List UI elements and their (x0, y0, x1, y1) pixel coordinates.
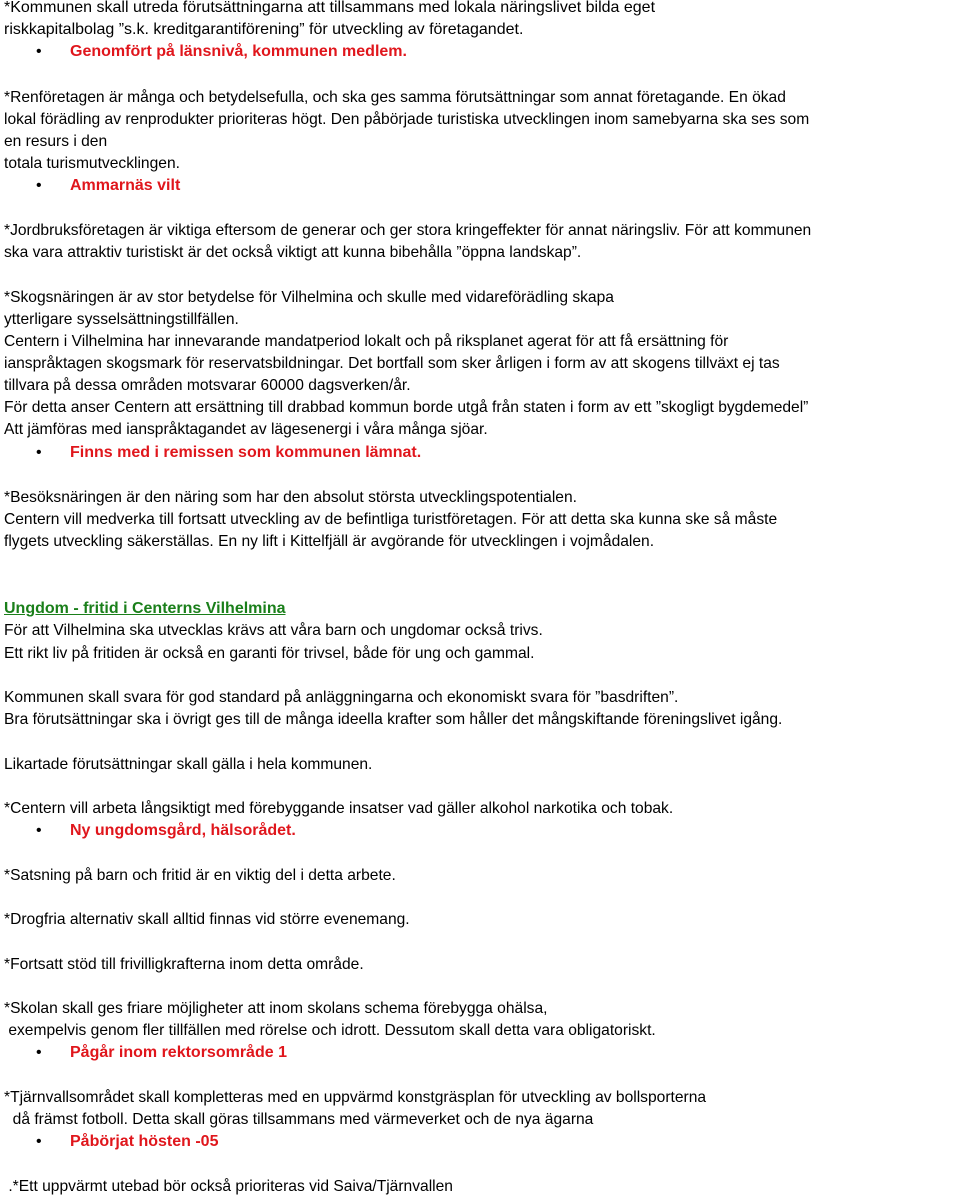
paragraph-line: *Tjärnvallsområdet skall kompletteras med en uppvärmd konstgräsplan för utveckling av bollsporterna (4, 1089, 707, 1106)
paragraph-line: lokal förädling av renprodukter prioriteras högt. Den påbörjade turistiska utvecklingen inom samebyarna ska ses som (4, 111, 810, 128)
section-heading: Ungdom - fritid i Centerns Vilhelmina (4, 600, 286, 617)
paragraph-line: *Drogfria alternativ skall alltid finnas vid större evenemang. (4, 911, 410, 928)
paragraph-line: totala turismutvecklingen. (4, 155, 180, 172)
paragraph-line: ianspråktagen skogsmark för reservatsbildningar. Det bortfall som sker årligen i form av att skogens tillväxt ej tas (4, 355, 780, 372)
paragraph-line: Bra förutsättningar ska i övrigt ges till de många ideella krafter som håller det mångskiftande föreningslivet igång. (4, 711, 783, 728)
paragraph-line: För att Vilhelmina ska utvecklas krävs att våra barn och ungdomar också trivs. (4, 622, 543, 639)
paragraph-line: en resurs i den (4, 133, 108, 150)
paragraph-line: *Kommunen skall utreda förutsättningarna att tillsammans med lokala näringslivet bilda eget (4, 0, 656, 16)
paragraph-line: .*Ett uppvärmt utebad bör också prioriteras vid Saiva/Tjärnvallen (4, 1178, 453, 1195)
paragraph-line: *Fortsatt stöd till frivilligkrafterna inom detta område. (4, 956, 364, 973)
paragraph-line: *Centern vill arbeta långsiktigt med förebyggande insatser vad gäller alkohol narkotika och tobak. (4, 800, 674, 817)
status-note: Ny ungdomsgård, hälsorådet. (70, 822, 296, 839)
paragraph-line: ska vara attraktiv turistiskt är det också viktigt att kunna bibehålla ”öppna landskap”. (4, 244, 582, 261)
paragraph-line: Att jämföras med ianspråktagandet av lägesenergi i våra många sjöar. (4, 421, 488, 438)
paragraph-line: ytterligare sysselsättningstillfällen. (4, 311, 239, 328)
paragraph-line: *Jordbruksföretagen är viktiga eftersom de generar och ger stora kringeffekter för annat näringsliv. För att kommunen (4, 222, 812, 239)
paragraph-line: För detta anser Centern att ersättning till drabbad kommun borde utgå från staten i form av ett ”skogligt bygdemedel” (4, 399, 809, 416)
status-note: Finns med i remissen som kommunen lämnat. (70, 444, 422, 461)
bullet-icon: • (36, 177, 42, 194)
paragraph-line: Ett rikt liv på fritiden är också en garanti för trivsel, både för ung och gammal. (4, 645, 535, 662)
paragraph-line: flygets utveckling säkerställas. En ny lift i Kittelfjäll är avgörande för utvecklingen i vojmådalen. (4, 533, 655, 550)
bullet-icon: • (36, 1133, 42, 1150)
paragraph-line: *Satsning på barn och fritid är en viktig del i detta arbete. (4, 867, 396, 884)
paragraph-line: *Renföretagen är många och betydelsefulla, och ska ges samma förutsättningar som annat företagande. En ökad (4, 89, 786, 106)
bullet-icon: • (36, 1044, 42, 1061)
status-note: Pågår inom rektorsområde 1 (70, 1044, 287, 1061)
paragraph-line: Likartade förutsättningar skall gälla i hela kommunen. (4, 756, 373, 773)
paragraph-line: *Skogsnäringen är av stor betydelse för Vilhelmina och skulle med vidareförädling skapa (4, 289, 614, 306)
paragraph-line: Centern vill medverka till fortsatt utveckling av de befintliga turistföretagen. För att detta ska kunna ske så måste (4, 511, 778, 528)
paragraph-line: riskkapitalbolag ”s.k. kreditgarantiförening” för utveckling av företagandet. (4, 21, 524, 38)
bullet-icon: • (36, 444, 42, 461)
status-note: Påbörjat hösten -05 (70, 1133, 219, 1150)
paragraph-line: Centern i Vilhelmina har innevarande mandatperiod lokalt och på riksplanet agerat för att få ersättning för (4, 333, 729, 350)
paragraph-line: då främst fotboll. Detta skall göras tillsammans med värmeverket och de nya ägarna (4, 1111, 594, 1128)
status-note: Ammarnäs vilt (70, 177, 181, 194)
bullet-icon: • (36, 822, 42, 839)
status-note: Genomfört på länsnivå, kommunen medlem. (70, 43, 407, 60)
paragraph-line: Kommunen skall svara för god standard på anläggningarna och ekonomiskt svara för ”basdriften”. (4, 689, 679, 706)
paragraph-line: *Skolan skall ges friare möjligheter att inom skolans schema förebygga ohälsa, (4, 1000, 548, 1017)
paragraph-line: *Besöksnäringen är den näring som har den absolut största utvecklingspotentialen. (4, 489, 577, 506)
bullet-icon: • (36, 43, 42, 60)
paragraph-line: exempelvis genom fler tillfällen med rörelse och idrott. Dessutom skall detta vara obligatoriskt. (4, 1022, 656, 1039)
paragraph-line: tillvara på dessa områden motsvarar 60000 dagsverken/år. (4, 377, 411, 394)
